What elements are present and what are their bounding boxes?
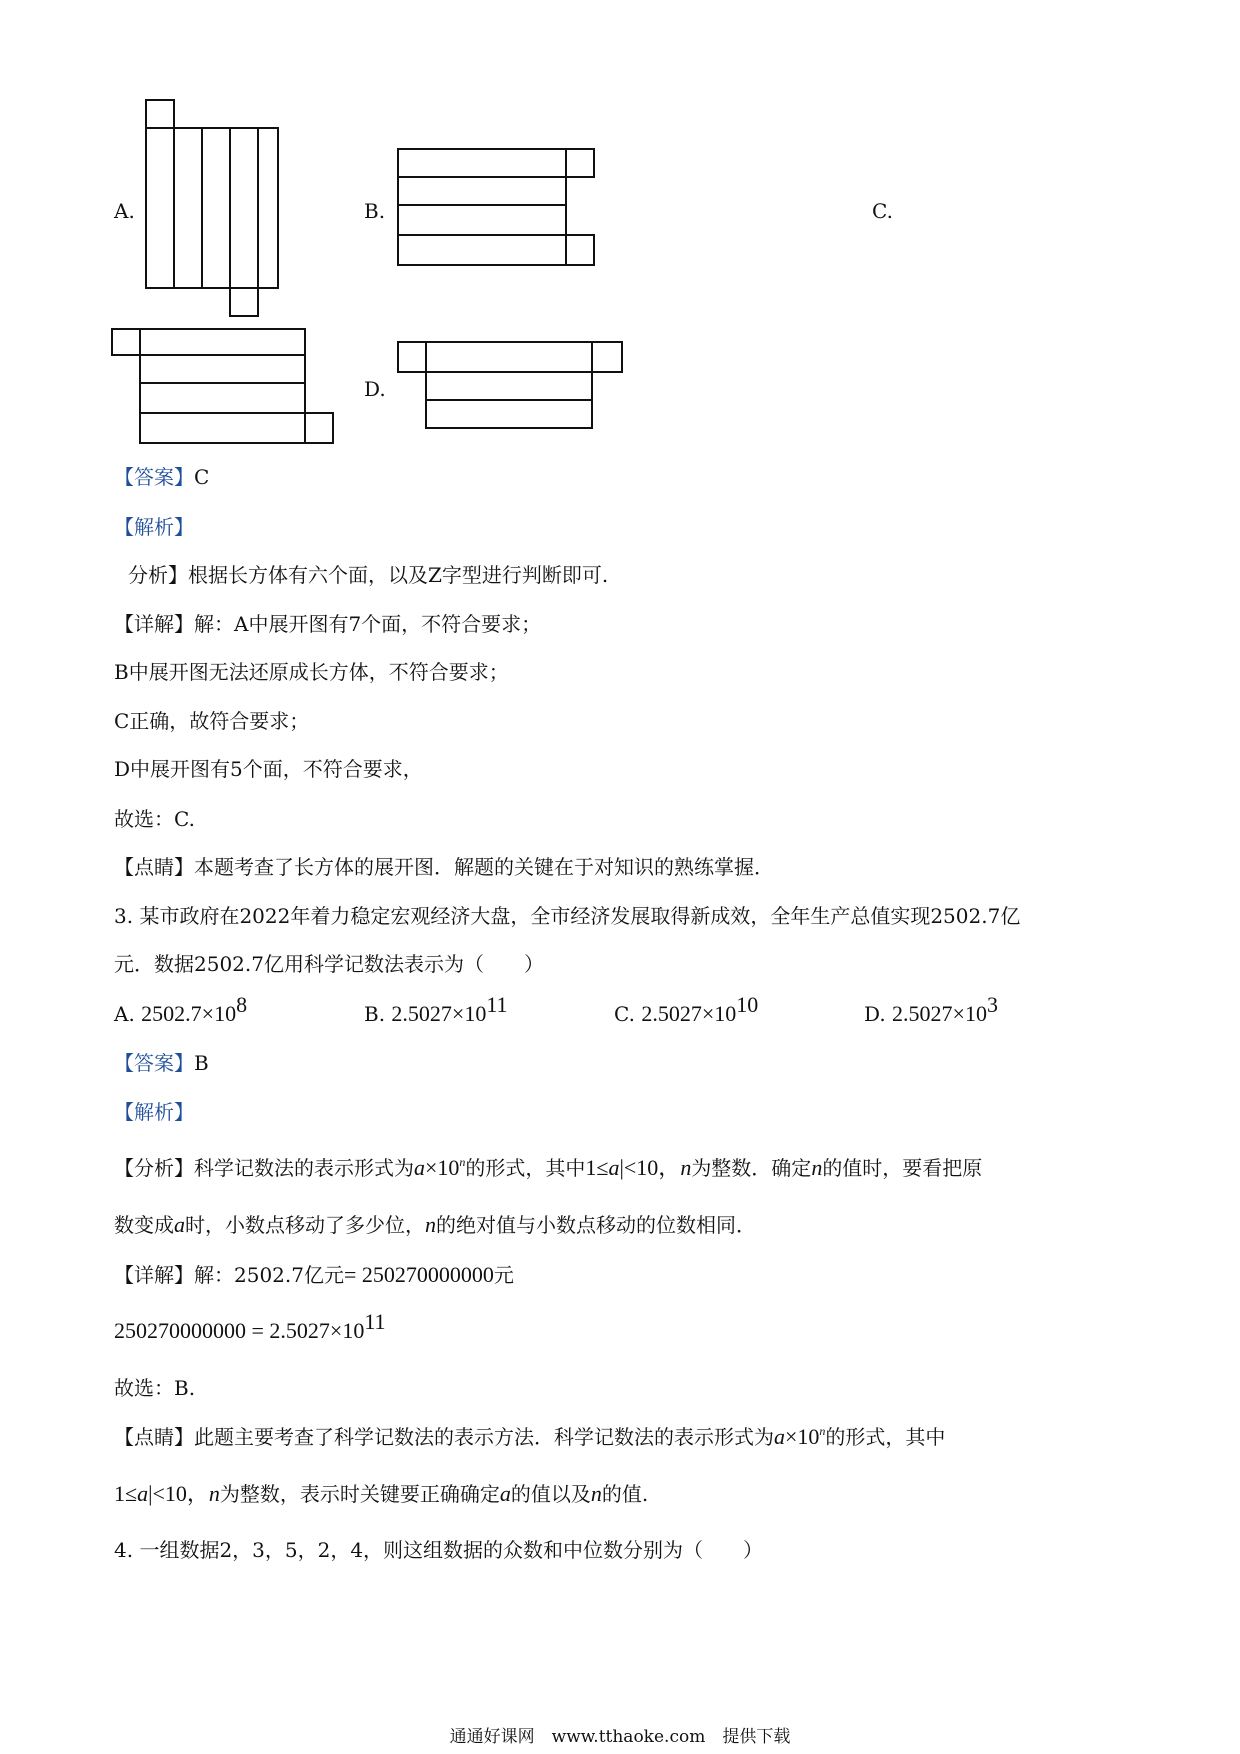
option-a-label: A. (114, 199, 135, 223)
q3-fenxi-form: $a\times 10^n$ (414, 1155, 466, 1180)
q3-comment-line-2: 1≤a|<10，n为整数，表示时关键要正确确定a的值以及n的值. (114, 1481, 649, 1506)
q3-option-a-base: 2502.7×10 (141, 1001, 237, 1026)
q3-fenxi-1c: 为整数．确定 (691, 1156, 812, 1180)
q3-option-d-label: D. (864, 1002, 886, 1026)
q3-option-a (114, 992, 248, 1027)
q3-answer: B (194, 1051, 209, 1075)
q3-detail-tag: 【详解】 (114, 1263, 194, 1287)
q3-option-c (614, 992, 759, 1027)
q3-fenxi-2b: 时，小数点移动了多少位， (185, 1213, 425, 1237)
net-figure-d (396, 340, 630, 432)
q3-answer-line (114, 1050, 209, 1076)
q3-stem-1: 3. 某市政府在2022年着力稳定宏观经济大盘，全市经济发展取得新成效，全年生产总值实现2502.7亿 (114, 904, 1021, 928)
q3-option-a-label: A. (114, 1002, 135, 1026)
q3-comment-2c: 的值以及 (510, 1482, 591, 1506)
page-footer: 通通好课网 www.tthaoke.com 提供下载 (449, 1727, 791, 1747)
option-c-label: C. (872, 199, 893, 223)
net-figure-a (140, 96, 280, 320)
q3-equation (114, 1309, 386, 1344)
q3-fenxi-1b: 的形式，其中 (465, 1156, 586, 1180)
q2-comment-line (114, 854, 774, 880)
q3-option-b-exp: 11 (486, 992, 508, 1017)
q3-fenxi-1a: 科学记数法的表示形式为 (194, 1156, 414, 1180)
q2-detail-3: C正确，故符合要求； (114, 709, 310, 733)
q3-answer-tag: 【答案】 (114, 1051, 194, 1075)
q3-detail-1c: 元 (493, 1263, 514, 1287)
q2-answer: C (194, 465, 210, 489)
q3-analysis-tag: 【解析】 (114, 1100, 194, 1124)
q2-comment: 本题考查了长方体的展开图．解题的关键在于对知识的熟练掌握． (194, 855, 774, 879)
q3-option-b (364, 992, 508, 1027)
q2-detail-4: D中展开图有5个面，不符合要求， (114, 757, 423, 781)
q3-comment-2d: 的值. (601, 1482, 649, 1506)
q3-comment-tag: 【点睛】 (114, 1425, 194, 1449)
q3-option-a-exp: 8 (236, 992, 248, 1017)
net-figure-c (110, 326, 340, 448)
q3-detail-1b: = 250270000000 (343, 1262, 494, 1287)
q2-detail-1: 解：A中展开图有7个面，不符合要求； (194, 612, 542, 636)
q3-stem-2: 元．数据2502.7亿用科学记数法表示为（ ） (114, 952, 544, 976)
q3-equation-exp: 11 (364, 1309, 386, 1334)
q3-fenxi-range: 1≤a|<10， (585, 1155, 681, 1180)
q3-comment-1a: 此题主要考查了科学记数法的表示方法．科学记数法的表示形式为 (194, 1425, 774, 1449)
q3-fenxi-line-1: 【分析】科学记数法的表示形式为$a\times 10^n$的形式，其中1≤a|<10，n为整数．确定n的值时，要看把原 (114, 1155, 983, 1180)
q2-answer-line (114, 464, 209, 490)
q2-detail-tag: 【详解】 (114, 612, 194, 636)
q3-option-c-label: C. (614, 1002, 635, 1026)
option-b-label: B. (364, 199, 386, 223)
q3-fenxi-2c: 的绝对值与小数点移动的位数相同． (436, 1213, 756, 1237)
q3-option-b-base: 2.5027×10 (391, 1001, 487, 1026)
q3-option-d-base: 2.5027×10 (892, 1001, 987, 1026)
q2-detail-line (114, 611, 541, 637)
q3-option-c-exp: 10 (736, 992, 759, 1017)
q2-comment-tag: 【点睛】 (114, 855, 194, 879)
q3-detail-1a: 解：2502.7亿元 (194, 1263, 344, 1287)
q3-comment-2b: 为整数，表示时关键要正确确定 (219, 1482, 500, 1506)
q3-equation-base: 250270000000 = 2.5027×10 (114, 1318, 365, 1343)
q3-comment-line-1: 【点睛】此题主要考查了科学记数法的表示方法．科学记数法的表示形式为$a\times 10^n$的形式，其中 (114, 1424, 946, 1449)
q3-fenxi-tag: 【分析】 (114, 1156, 194, 1180)
option-d-label: D. (364, 377, 386, 401)
q3-option-d-exp: 3 (986, 992, 998, 1017)
q3-fenxi-2a: 数变成 (114, 1213, 174, 1237)
q3-fenxi-1d: 的值时，要看把原 (822, 1156, 983, 1180)
net-figure-b (396, 147, 606, 271)
q4-stem: 4. 一组数据2，3，5，2，4，则这组数据的众数和中位数分别为（ ） (114, 1538, 764, 1562)
q3-option-c-base: 2.5027×10 (641, 1001, 737, 1026)
q2-detail-2: B中展开图无法还原成长方体，不符合要求； (114, 660, 509, 684)
q3-option-d (864, 992, 998, 1027)
q2-answer-tag: 【答案】 (114, 465, 194, 489)
q3-comment-1b: 的形式，其中 (825, 1425, 946, 1449)
q3-fenxi-line-2: 数变成a时，小数点移动了多少位，n的绝对值与小数点移动的位数相同． (114, 1212, 756, 1237)
q2-analysis-tag: 【解析】 (114, 515, 194, 539)
q3-choose: 故选：B. (114, 1376, 196, 1400)
q3-detail-line (114, 1262, 514, 1288)
q2-fenxi: 分析】根据长方体有六个面，以及Z字型进行判断即可. (128, 563, 609, 587)
q2-choose: 故选：C. (114, 807, 195, 831)
q3-option-b-label: B. (364, 1002, 386, 1026)
